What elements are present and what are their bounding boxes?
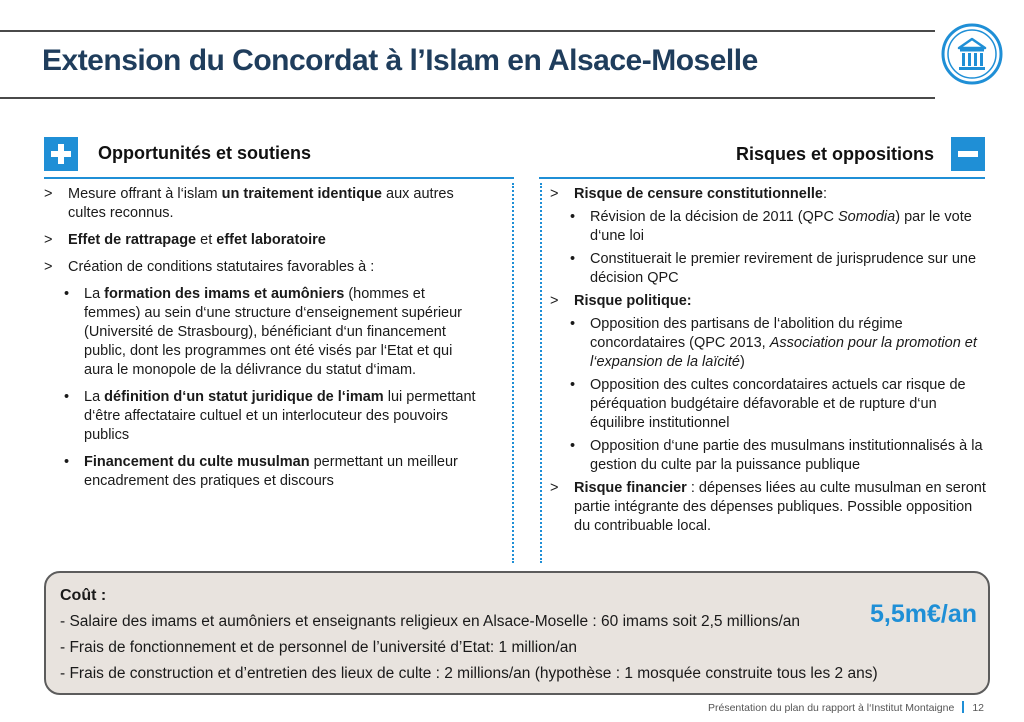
- sub-list-item: • Financement du culte musulman permettant un meilleur encadrement des pratiques et discours: [64, 454, 458, 489]
- cost-box: [44, 571, 990, 695]
- risks-heading: Risques et oppositions: [735, 144, 934, 164]
- chevron-marker: >: [550, 186, 559, 202]
- cost-line: - Salaire des imams et aumôniers et enseignants religieux en Alsace-Moselle : 60 imams soit 2,5 millions/an 5,5m€/an: [60, 600, 978, 630]
- page-title: Extension du Concordat à l’Islam en Alsace-Moselle: [42, 44, 758, 77]
- chevron-marker: >: [550, 480, 559, 496]
- right-dotted-divider: [540, 183, 542, 563]
- bullet-marker: •: [570, 377, 576, 393]
- minus-icon: [951, 137, 985, 171]
- sub-list-item: • Constituerait le premier revirement de jurisprudence sur une décision QPC: [570, 251, 977, 286]
- right-heading-rule: [539, 177, 985, 179]
- bullet-marker: •: [64, 389, 70, 405]
- chevron-marker: >: [44, 232, 53, 248]
- chevron-marker: >: [44, 259, 53, 275]
- page-number: 12: [972, 702, 984, 714]
- footer-text: Présentation du plan du rapport à l‘Institut Montaigne: [707, 702, 955, 714]
- header-top-rule: [0, 30, 935, 32]
- bullet-marker: •: [570, 251, 576, 267]
- bullet-marker: •: [64, 286, 70, 302]
- left-dotted-divider: [512, 183, 514, 563]
- left-heading-rule: [44, 177, 514, 179]
- bullet-marker: •: [570, 438, 576, 454]
- header-bottom-rule: [0, 97, 935, 99]
- footer-separator: [962, 701, 964, 713]
- sub-list-item: • Opposition des cultes concordataires actuels car risque de péréquation budgétaire défavorable et de rupture d‘un équilibre institutionnel: [570, 377, 966, 431]
- sub-list-item: • La formation des imams et aumôniers (hommes et femmes) au sein d‘une structure d‘enseignement supérieur (Université de Strasbourg), bénéficiant d‘un financement public, dont les programmes ont été visés par l‘Etat et qui aura le monopole de la délivrance du statut d‘imam.: [64, 286, 463, 378]
- list-item: > Mesure offrant à l‘islam un traitement identique aux autres cultes reconnus.: [44, 186, 454, 221]
- list-item: > Risque financier : dépenses liées au culte musulman en seront partie intégrante des dépenses publiques. Possible opposition du contribuable local.: [550, 480, 986, 534]
- cost-line: - Frais de fonctionnement et de personnel de l’université d’Etat: 1 million/an: [60, 639, 577, 656]
- plus-icon: [44, 137, 78, 171]
- cost-line: - Frais de construction et d’entretien des lieux de culte : 2 millions/an (hypothèse : 1 mosquée construite tous les 2 ans): [60, 665, 878, 682]
- sub-list-item: • La définition d‘un statut juridique de l‘imam lui permettant d‘être affectataire cultuel et un interlocuteur des pouvoirs publics: [64, 389, 476, 443]
- opportunities-column: [44, 185, 484, 499]
- cost-title: Coût :: [60, 587, 107, 604]
- list-item: > Risque de censure constitutionnelle:: [550, 186, 827, 202]
- list-item: > Création de conditions statutaires favorables à :: [44, 259, 375, 275]
- list-item: > Effet de rattrapage et effet laboratoire: [44, 232, 326, 248]
- sub-list-item: • Opposition d‘une partie des musulmans institutionnalisés à la gestion du culte par la puissance publique: [570, 438, 983, 473]
- cost-total: 5,5m€/an: [870, 600, 978, 628]
- list-item: > Risque politique:: [550, 293, 692, 309]
- chevron-marker: >: [44, 186, 53, 202]
- institution-columns-icon: [941, 23, 1003, 85]
- chevron-marker: >: [550, 293, 559, 309]
- sub-list-item: • Opposition des partisans de l‘abolition du régime concordataires (QPC 2013, Association pour la promotion et l‘expansion de la laïcité): [570, 316, 977, 370]
- risks-column: [550, 185, 990, 536]
- footer: [708, 701, 984, 714]
- bullet-marker: •: [570, 316, 576, 332]
- sub-list-item: • Révision de la décision de 2011 (QPC Somodia) par le vote d‘une loi: [570, 209, 972, 244]
- bullet-marker: •: [64, 454, 70, 470]
- opportunities-heading: Opportunités et soutiens: [98, 143, 312, 163]
- bullet-marker: •: [570, 209, 576, 225]
